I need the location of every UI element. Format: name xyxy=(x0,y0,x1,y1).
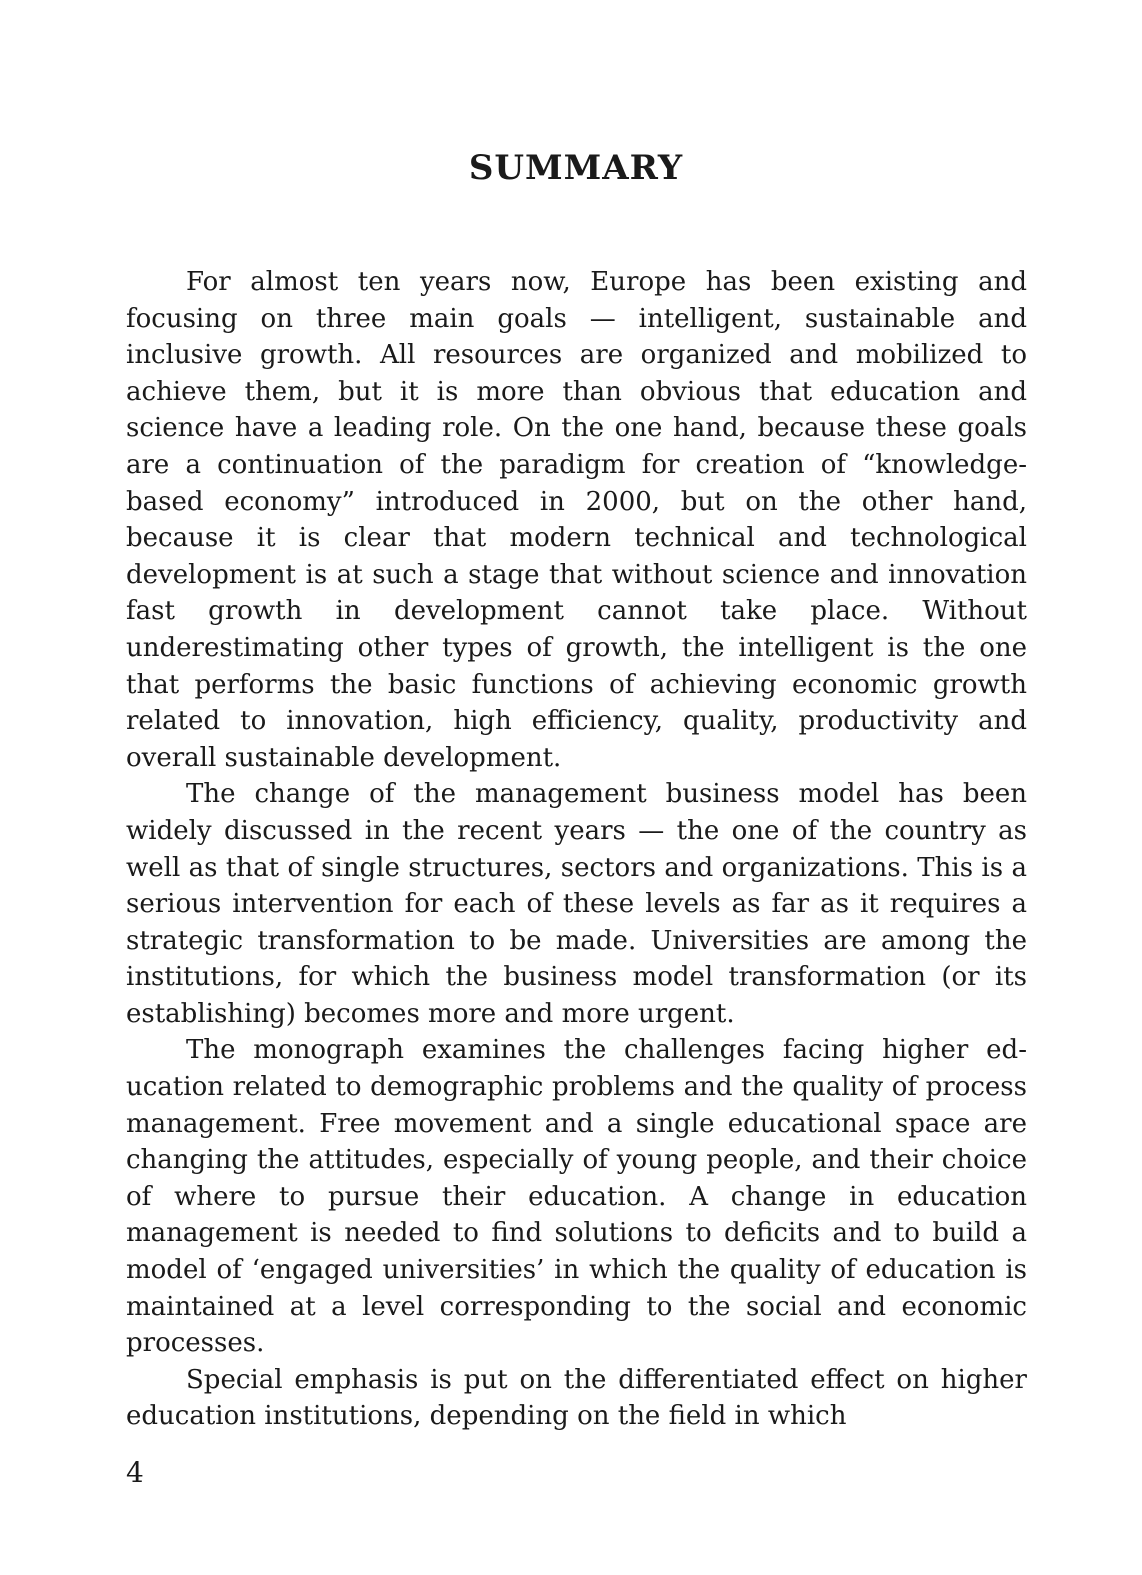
page-title: SUMMARY xyxy=(468,148,684,188)
page-number: 4 xyxy=(126,1456,144,1489)
summary-body xyxy=(126,264,1027,1435)
paragraph: The monograph examines the challenges facing higher education related to demographic problems and the quality of process management. Free movement and a single educational space are changing the attitudes, especially of young people, and their choice of where to pursue their education. A change in education management is needed to find solutions to deficits and to build a model of ‘engaged universities’ in which the quality of education is maintained at a level corresponding to the social and economic processes. xyxy=(126,1035,1027,1359)
paragraph: For almost ten years now, Europe has been existing and focusing on three main goals — intelligent, sustainable and inclusive growth. All resources are organized and mobilized to achieve them, but it is more than obvious that education and science have a leading role. On the one hand, because these goals are a continuation of the paradigm for creation of “knowledge-based economy” introduced in 2000, but on the other hand, because it is clear that modern technical and technological development is at such a stage that without science and innovation fast growth in development cannot take place. Without underestimating other types of growth, the intelligent is the one that performs the basic functions of achieving economic growth related to innovation, high efficiency, quality, productivity and overall sustainable development. xyxy=(126,267,1027,773)
paragraph: The change of the management business model has been widely discussed in the recent years — the one of the country as well as that of single structures, sectors and organizations. This is a serious intervention for each of these levels as far as it requires a strategic transformation to be made. Universities are among the institutions, for which the business model transformation (or its establishing) becomes more and more urgent. xyxy=(126,779,1027,1029)
paragraph: Special emphasis is put on the differentiated effect on higher education institutions, depending on the field in which xyxy=(126,1364,1027,1432)
